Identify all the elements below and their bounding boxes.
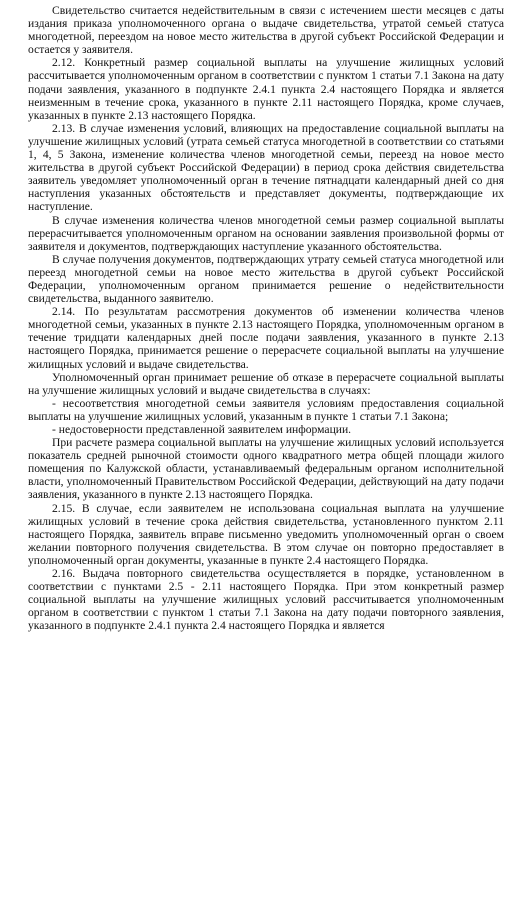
- paragraph-2-12: 2.12. Конкретный размер социальной выплаты на улучшение жилищных условий рассчитывается уполномоченным органом в соответствии с пунктом 1 статьи 7.1 Закона на дату подачи заявления, указанного в подпункте 2.4.1 пункта 2.4 настоящего Порядка и является неизменным в течение срока, указанного в пункте 2.11 настоящего Порядка, кроме случаев, указанных в пункте 2.13 настоящего Порядка.: [28, 56, 504, 122]
- paragraph-2-13: 2.13. В случае изменения условий, влияющих на предоставление социальной выплаты на улучшение жилищных условий (утрата семьей статуса многодетной в соответствии со статьями 1, 4, 5 Закона, изменение количества членов многодетной семьи, переезд на новое место жительства в другой субъект Российской Федерации) в период срока действия свидетельства заявитель уведомляет уполномоченный орган в течение пятнадцати календарный дней со дня наступления указанных обстоятельств и представляет документы, подтверждающие их наступление.: [28, 121, 504, 214]
- paragraph-validity: Свидетельство считается недействительным в связи с истечением шести месяцев с даты издания приказа уполномоченного органа о выдаче свидетельства, утратой семьей статуса многодетной, переездом на новое место жительства в другой субъект Российской Федерации и остается у заявителя.: [28, 4, 504, 57]
- paragraph-invalidity: В случае получения документов, подтверждающих утрату семьей статуса многодетной или переезд многодетной семьи на новое место жительства в другой субъект Российской Федерации, уполномоченным органом принимается решение о недействительности свидетельства, выданного заявителю.: [28, 252, 504, 306]
- paragraph-refusal: Уполномоченный орган принимает решение об отказе в перерасчете социальной выплаты на улучшение жилищных условий и выдаче свидетельства в случаях:: [28, 370, 504, 397]
- document-page: [28, 4, 504, 633]
- paragraph-calculation: При расчете размера социальной выплаты на улучшение жилищных условий используется показатель средней рыночной стоимости одного квадратного метра общей площади жилого помещения по Калужской области, устанавливаемый федеральным органом исполнительной власти, уполномоченный Правительством Российской Федерации, действующий на дату подачи заявления, указанного в пункте 2.13 настоящего Порядка.: [28, 436, 504, 502]
- paragraph-recalculation: В случае изменения количества членов многодетной семьи размер социальной выплаты перерасчитывается уполномоченным органом на основании заявления произвольной формы от заявителя и документов, подтверждающих наступление указанного обстоятельства.: [28, 213, 504, 253]
- list-item-nonconformity: - несоответствия многодетной семьи заявителя условиям предоставления социальной выплаты на улучшение жилищных условий, указанным в пункте 1 статьи 7.1 Закона;: [28, 396, 504, 423]
- paragraph-2-16: 2.16. Выдача повторного свидетельства осуществляется в порядке, установленном в соответствии с пунктами 2.5 - 2.11 настоящего Порядка. При этом конкретный размер социальной выплаты на улучшение жилищных условий рассчитывается уполномоченным органом в соответствии с пунктом 1 статьи 7.1 Закона на дату подачи повторного заявления, указанного в подпункте 2.4.1 пункта 2.4 настоящего Порядка и является: [28, 567, 504, 633]
- list-item-unreliable-info: - недостоверности представленной заявителем информации.: [52, 423, 352, 436]
- paragraph-2-14: 2.14. По результатам рассмотрения документов об изменении количества членов многодетной семьи, указанных в пункте 2.13 настоящего Порядка, уполномоченным органом в течение тридцати календарных дней после подачи заявления, указанного в пункте 2.13 настоящего Порядка, принимается решение о перерасчете социальной выплаты на улучшение жилищных условий и выдаче свидетельства.: [28, 305, 504, 371]
- paragraph-2-15: 2.15. В случае, если заявителем не использована социальная выплата на улучшение жилищных условий в течение срока действия свидетельства, установленного пунктом 2.11 настоящего Порядка, заявитель вправе письменно уведомить уполномоченный орган о своем желании повторного получения свидетельства. В этом случае он повторно предоставляет в уполномоченный орган документы, указанные в пункте 2.4 настоящего Порядка.: [28, 501, 504, 567]
